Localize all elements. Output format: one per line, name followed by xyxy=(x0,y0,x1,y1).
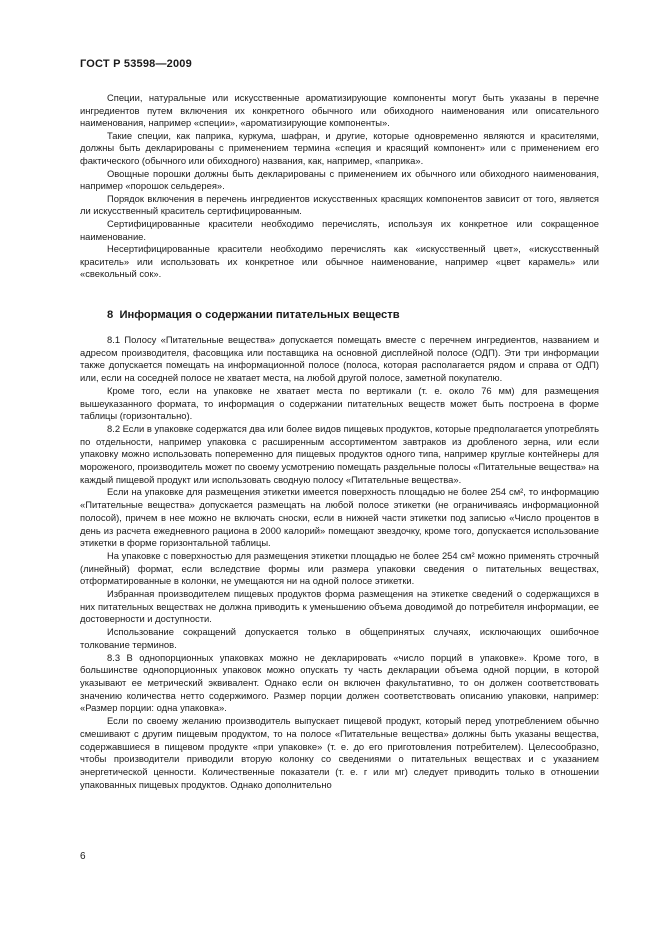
paragraph: 8.2 Если в упаковке содержатся два или более видов пищевых продуктов, которые предполагается употреблять по отдельности, например упаковка с расширенным ассортиментом завтраков из дробленого зерна, или если упаковку можно использовать попеременно для пищевых продуктов одного типа, например круглые контейнеры для мороженого, производитель может по своему усмотрению помещать раздельные полосы «Питательные вещества» на каждый пищевой продукт или использовать сводную полосу «Питательные вещества». xyxy=(80,422,600,485)
standard-header: ГОСТ Р 53598—2009 xyxy=(80,58,192,70)
paragraph: На упаковке с поверхностью для размещения этикетки площадью не более 254 см² можно применять строчный (линейный) формат, если вследствие формы или размера упаковки сведения о питательных веществах, отформатированные в колонки, не умещаются ни на одной полосе этикетки. xyxy=(80,549,599,587)
section-text-block xyxy=(80,334,599,791)
paragraph: Использование сокращений допускается только в общепринятых случаях, исключающих ошибочное толкование терминов. xyxy=(80,626,599,650)
paragraph: Несертифицированные красители необходимо перечислять как «искусственный цвет», «искусственный краситель» или использовать их конкретное или обычное наименование, например «цвет карамель» или «свекольный сок». xyxy=(80,243,599,280)
paragraph: Специи, натуральные или искусственные ароматизирующие компоненты могут быть указаны в перечне ингредиентов путем включения их конкретного обычного или обиходного наименования или описательного наименования, например «специи», «ароматизирующие компоненты». xyxy=(80,92,599,129)
paragraph: Сертифицированные красители необходимо перечислять, используя их конкретное или сокращенное наименование. xyxy=(80,217,599,242)
paragraph: Овощные порошки должны быть декларированы с применением их обычного или обиходного наименования, например «порошок сельдерея». xyxy=(80,167,599,192)
paragraph: Порядок включения в перечень ингредиентов искусственных красящих компонентов зависит от того, является ли искусственный краситель сертифицированным. xyxy=(80,192,599,217)
paragraph: Такие специи, как паприка, куркума, шафран, и другие, которые одновременно являются и красителями, должны быть декларированы с применением термина «специя и красящий компонент» или с применением его фактического (обычного или обиходного) названия, как, например, «паприка». xyxy=(80,129,599,166)
section-number: 8 xyxy=(107,309,114,321)
paragraph: Если по своему желанию производитель выпускает пищевой продукт, который перед употреблением обычно смешивают с другим пищевым продуктом, то на полосе «Питательные вещества» должны быть указаны вещества, содержавшиеся в пищевом продукте «при упаковке» (т. е. до его приготовления потребителем). Целесообразно, чтобы производители приводили вторую колонку со сведениями о питательных веществах и с указанием энергетической ценности. Количественные показатели (т. е. г или мг) следует приводить только в отношении упакованных пищевых продуктов. Однако дополнительно xyxy=(80,715,599,790)
page-number: 6 xyxy=(80,851,86,862)
paragraph: 8.3 В однопорционных упаковках можно не декларировать «число порций в упаковке». Кроме того, в большинстве однопорционных упаковок можно опускать ту часть декларации объема одной порции, в которой указывают ее метрический эквивалент. Однако если он включен факультативно, то он должен соответствовать значению количества нетто содержимого. Размер порции должен соответствовать описанию упаковки, например: «Размер порции: одна упаковка». xyxy=(80,651,599,714)
paragraph: Избранная производителем пищевых продуктов форма размещения на этикетке сведений о содержащихся в них питательных веществах не должна приводить к уменьшению объема доводимой до потребителя информации, ее достоверности и доступности. xyxy=(80,588,599,625)
paragraph: Кроме того, если на упаковке не хватает места по вертикали (т. е. около 76 мм) для размещения вышеуказанного формата, то информация о содержании питательных веществ может быть построена в форме таблицы (горизонтально). xyxy=(80,384,599,422)
section-heading xyxy=(107,309,400,321)
paragraph: Если на упаковке для размещения этикетки имеется поверхность площадью не более 254 см², то информацию «Питательные вещества» допускается размещать на любой полосе этикетки (не ограничиваясь информационной полосой), причем в нее можно не включать сноски, если в нижней части этикетки под записью «Число процентов в день из расчета ежедневного рациона в 2000 калорий» помещают звездочку, кроме того, допускается использование этикетки в форме горизонтальной таблицы. xyxy=(80,486,599,549)
intro-text-block xyxy=(80,92,599,281)
paragraph: 8.1 Полосу «Питательные вещества» допускается помещать вместе с перечнем ингредиентов, названием и адресом производителя, фасовщика или поставщика на основной дисплейной полосе (ОДП). Эти три информации также допускается помещать на информационной полосе (полоса, которая располагается рядом и справа от ОДП) или, если на соседней полосе не хватает места, на любой другой полосе, заметной покупателю. xyxy=(80,334,599,384)
section-title: Информация о содержании питательных веществ xyxy=(119,309,400,321)
